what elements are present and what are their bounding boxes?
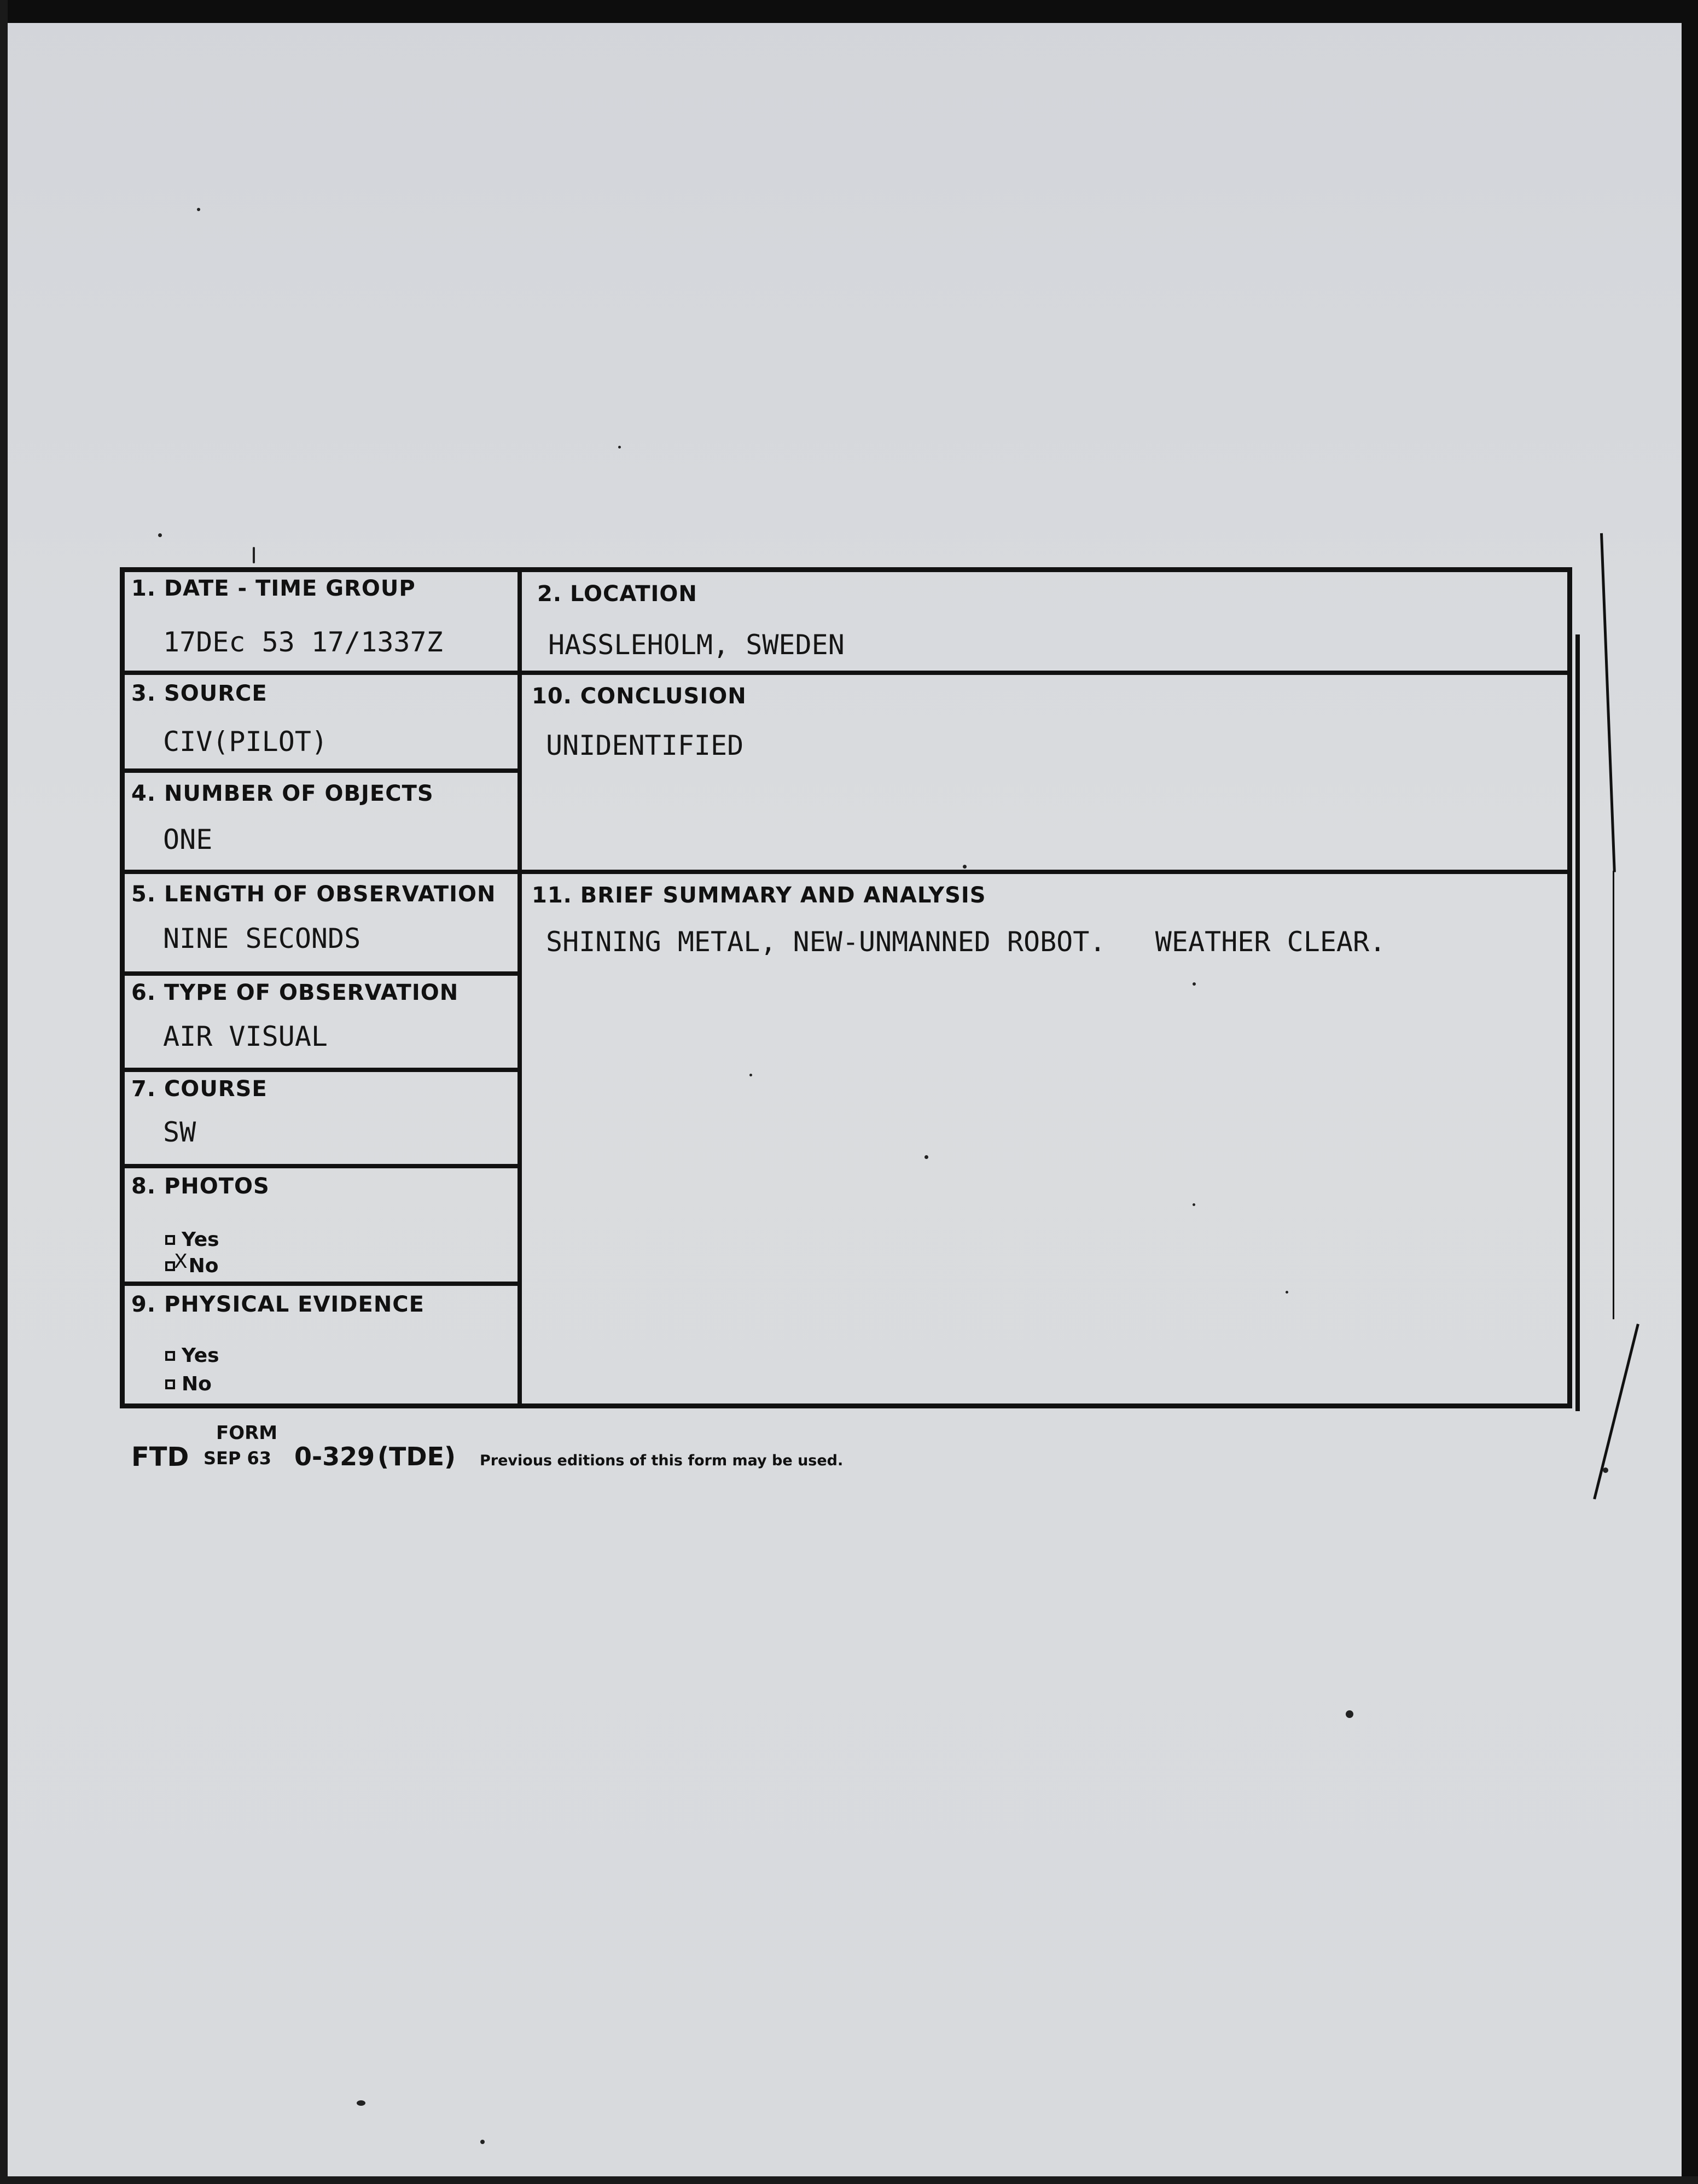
scan-edge-line-upper — [1600, 533, 1616, 872]
summary-label: 11. BRIEF SUMMARY AND ANALYSIS — [532, 883, 986, 908]
dust-speck — [749, 1074, 752, 1076]
photos-no-option[interactable] — [165, 1250, 219, 1277]
location-label: 2. LOCATION — [537, 581, 697, 607]
physical-evidence-no-label: No — [182, 1373, 212, 1395]
date-time-group-value: 17DEc 53 17/1337Z — [163, 626, 443, 658]
dust-speck — [1193, 1203, 1195, 1206]
dust-speck — [1286, 1291, 1288, 1294]
divider-after-source — [120, 768, 522, 773]
conclusion-label: 10. CONCLUSION — [532, 684, 747, 709]
dust-speck — [158, 533, 162, 537]
summary-value: SHINING METAL, NEW-UNMANNED ROBOT. WEATHER CLEAR. — [546, 926, 1386, 958]
course-value: SW — [163, 1116, 196, 1148]
dust-speck — [963, 865, 967, 869]
physical-evidence-yes-checkbox[interactable] — [165, 1351, 175, 1361]
dust-speck — [197, 208, 200, 211]
length-of-observation-value: NINE SECONDS — [163, 923, 361, 954]
footer-form-word: FORM — [216, 1422, 278, 1444]
type-of-observation-label: 6. TYPE OF OBSERVATION — [131, 980, 459, 1005]
scan-edge-line-middle — [1613, 871, 1614, 1319]
dust-speck — [1603, 1467, 1608, 1473]
photos-no-x-mark: X — [174, 1250, 188, 1273]
number-of-objects-value: ONE — [163, 824, 213, 855]
source-value: CIV(PILOT) — [163, 726, 328, 758]
scan-edge-line-lower — [1593, 1324, 1639, 1499]
source-label: 3. SOURCE — [131, 681, 268, 706]
scan-border-right — [1682, 0, 1698, 2184]
dust-speck — [1346, 1710, 1353, 1718]
footer-note: Previous editions of this form may be used. — [480, 1452, 844, 1469]
footer-office: (TDE) — [377, 1442, 456, 1471]
photos-yes-checkbox[interactable] — [165, 1235, 175, 1245]
footer-date: SEP 63 — [203, 1448, 272, 1469]
scan-border-top — [0, 0, 1698, 23]
photos-yes-option[interactable] — [165, 1228, 219, 1251]
dust-speck — [480, 2140, 485, 2144]
footer-ftd: FTD — [131, 1442, 189, 1472]
dust-speck — [357, 2100, 365, 2106]
photos-no-label: No — [188, 1255, 219, 1277]
photos-yes-label: Yes — [182, 1228, 219, 1251]
divider-after-photos — [120, 1282, 522, 1286]
divider-after-length — [120, 971, 522, 976]
divider-after-objects — [120, 870, 522, 874]
date-time-group-label: 1. DATE - TIME GROUP — [131, 576, 416, 601]
scan-border-left — [0, 0, 8, 2184]
physical-evidence-yes-option[interactable] — [165, 1344, 219, 1367]
scan-border-bottom — [0, 2176, 1698, 2184]
location-value: HASSLEHOLM, SWEDEN — [548, 629, 845, 661]
type-of-observation-value: AIR VISUAL — [163, 1021, 328, 1052]
physical-evidence-no-option[interactable] — [165, 1373, 212, 1395]
dust-speck — [618, 446, 621, 449]
footer-form-number: 0-329 — [294, 1442, 375, 1471]
divider-after-date — [120, 671, 522, 675]
divider-after-conclusion — [517, 870, 1572, 874]
physical-evidence-label: 9. PHYSICAL EVIDENCE — [131, 1292, 425, 1317]
divider-after-course — [120, 1164, 522, 1168]
physical-evidence-yes-label: Yes — [182, 1344, 219, 1367]
conclusion-value: UNIDENTIFIED — [546, 730, 744, 761]
dust-speck — [924, 1155, 928, 1159]
number-of-objects-label: 4. NUMBER OF OBJECTS — [131, 781, 434, 806]
divider-after-type — [120, 1068, 522, 1072]
divider-after-location — [517, 671, 1572, 675]
form-right-inner-edge — [1575, 634, 1580, 1411]
physical-evidence-no-checkbox[interactable] — [165, 1379, 175, 1389]
dust-speck — [1193, 982, 1196, 986]
course-label: 7. COURSE — [131, 1076, 268, 1102]
length-of-observation-label: 5. LENGTH OF OBSERVATION — [131, 882, 496, 907]
photos-label: 8. PHOTOS — [131, 1174, 270, 1199]
pen-tick-mark — [253, 547, 255, 563]
